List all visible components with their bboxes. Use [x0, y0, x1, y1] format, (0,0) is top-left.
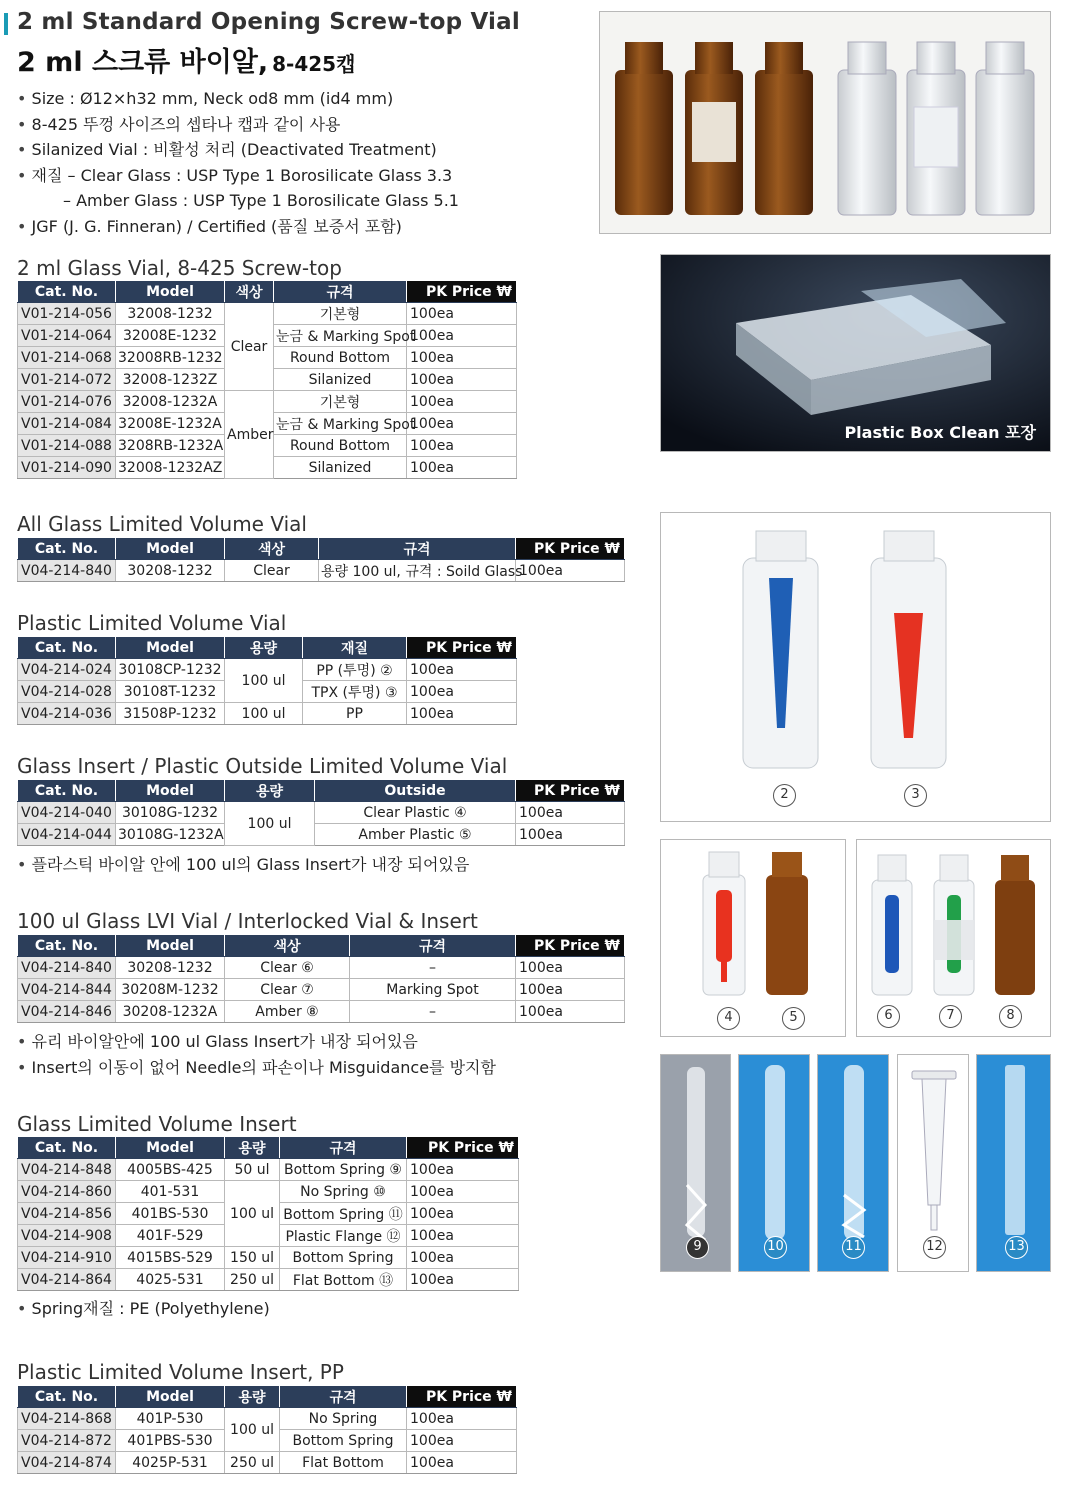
- th-cat: Cat. No.: [18, 281, 116, 303]
- label-6: 6: [877, 1005, 900, 1028]
- clear-vial: [838, 42, 896, 215]
- table-row: [18, 1001, 625, 1023]
- pk: 100ea: [516, 802, 625, 824]
- cat-no: V04-214-864: [18, 1269, 116, 1291]
- outside: Clear Plastic ④: [315, 802, 516, 824]
- pk: 100ea: [407, 1408, 517, 1430]
- cat-no: V04-214-910: [18, 1247, 116, 1269]
- photo-interlocked-vials: [856, 839, 1051, 1037]
- pk: 100ea: [407, 325, 517, 347]
- spec: Plastic Flange ⑫: [280, 1225, 407, 1247]
- pk: 100ea: [516, 560, 625, 582]
- th-price: PK Price ₩: [516, 780, 625, 802]
- pk: 100ea: [407, 435, 517, 457]
- th-price: PK Price ₩: [516, 538, 625, 560]
- th-cat: Cat. No.: [18, 1137, 116, 1159]
- cat-no: V04-214-908: [18, 1225, 116, 1247]
- page-title-ko: [17, 40, 355, 79]
- model: 32008-1232A: [116, 391, 225, 413]
- model: 32008-1232: [116, 303, 225, 325]
- cat-no: V04-214-024: [18, 659, 116, 681]
- th-model: Model: [116, 780, 225, 802]
- pk: 100ea: [516, 957, 625, 979]
- pk: 100ea: [407, 1247, 519, 1269]
- table-row: [18, 1269, 519, 1291]
- th-price: PK Price ₩: [407, 1137, 519, 1159]
- pk: 100ea: [407, 1225, 519, 1247]
- cat-no: V04-214-040: [18, 802, 116, 824]
- cat-no: V01-214-084: [18, 413, 116, 435]
- spec: 용량 100 ul, 규격 : Soild Glass: [319, 560, 516, 582]
- th-volume: 용량: [225, 637, 303, 659]
- th-outside: Outside: [315, 780, 516, 802]
- photo-insert-12: [897, 1054, 969, 1272]
- th-cat: Cat. No.: [18, 935, 116, 957]
- cat-no: V01-214-068: [18, 347, 116, 369]
- th-volume: 용량: [225, 1386, 280, 1408]
- table-row: [18, 1452, 517, 1474]
- spec: Silanized: [274, 457, 407, 479]
- cat-no: V01-214-090: [18, 457, 116, 479]
- th-price: PK Price ₩: [516, 935, 625, 957]
- spec: Bottom Spring: [280, 1430, 407, 1452]
- glass-insert-vials-illustration: [661, 840, 846, 1037]
- pk: 100ea: [516, 979, 625, 1001]
- section-title-lvi: 100 ul Glass LVI Vial / Interlocked Vial & Insert: [17, 909, 478, 933]
- spec: Bottom Spring ⑪: [280, 1203, 407, 1225]
- pk: 100ea: [516, 824, 625, 846]
- model: 32008E-1232: [116, 325, 225, 347]
- cat-no: V04-214-036: [18, 703, 116, 725]
- volume: 100 ul: [225, 703, 303, 725]
- bullet-certified: • JGF (J. G. Finneran) / Certified (품질 보증서 포함): [17, 214, 459, 240]
- th-spec: 규격: [274, 281, 407, 303]
- section-title-glass-vial: 2 ml Glass Vial, 8-425 Screw-top: [17, 256, 342, 280]
- table-row: [18, 703, 517, 725]
- table-all-glass: [17, 537, 625, 582]
- note-plastic-insert: • 플라스틱 바이알 안에 100 ul의 Glass Insert가 내장 되어있음: [17, 852, 469, 875]
- pk: 100ea: [407, 391, 517, 413]
- pk: 100ea: [407, 681, 517, 703]
- th-model: Model: [116, 1386, 225, 1408]
- model: 32008-1232Z: [116, 369, 225, 391]
- volume: 100 ul: [225, 659, 303, 703]
- photo-glass-insert-vials: [660, 839, 846, 1037]
- pk: 100ea: [407, 1203, 519, 1225]
- volume: 50 ul: [225, 1159, 280, 1181]
- table-row: [18, 659, 517, 681]
- table-lvi: [17, 934, 625, 1023]
- cat-no: V01-214-076: [18, 391, 116, 413]
- section-title-plastic-lvv: Plastic Limited Volume Vial: [17, 611, 287, 635]
- volume: 100 ul: [225, 1408, 280, 1452]
- volume: 150 ul: [225, 1247, 280, 1269]
- th-model: Model: [116, 637, 225, 659]
- spec: Bottom Spring: [280, 1247, 407, 1269]
- clear-vial-label: [907, 42, 965, 215]
- amber-vial: [755, 42, 813, 215]
- cat-no: V04-214-840: [18, 560, 116, 582]
- th-color: 색상: [225, 281, 274, 303]
- model: 4025P-531: [116, 1452, 225, 1474]
- color-amber: Amber: [225, 391, 274, 479]
- spec: –: [350, 1001, 516, 1023]
- th-color: 색상: [225, 538, 319, 560]
- outside: Amber Plastic ⑤: [315, 824, 516, 846]
- cat-no: V04-214-840: [18, 957, 116, 979]
- title-ko-main: 2 ml 스크류 바이알,: [17, 47, 269, 78]
- section-title-glass-insert-plastic: Glass Insert / Plastic Outside Limited Volume Vial: [17, 754, 508, 778]
- volume: 250 ul: [225, 1269, 280, 1291]
- table-glass-vial: [17, 280, 517, 479]
- spec: Flat Bottom ⑬: [280, 1269, 407, 1291]
- note-spring-material: • Spring재질 : PE (Polyethylene): [17, 1296, 270, 1319]
- model: 30108T-1232: [116, 681, 225, 703]
- th-model: Model: [116, 538, 225, 560]
- pk: 100ea: [407, 457, 517, 479]
- model: 32008E-1232A: [116, 413, 225, 435]
- color: Clear ⑥: [225, 957, 350, 979]
- bullet-size: • Size : Ø12×h32 mm, Neck od8 mm (id4 mm): [17, 86, 459, 112]
- model: 30208-1232A: [116, 1001, 225, 1023]
- note-lvi-2: • Insert의 이동이 없어 Needle의 파손이나 Misguidance를 방지함: [17, 1055, 496, 1078]
- clear-vial: [976, 42, 1034, 215]
- cat-no: V04-214-868: [18, 1408, 116, 1430]
- th-model: Model: [116, 935, 225, 957]
- spec: Marking Spot: [350, 979, 516, 1001]
- table-header: [18, 1386, 517, 1408]
- spec: 눈금 & Marking Spot: [274, 325, 407, 347]
- table-row: [18, 391, 517, 413]
- th-cat: Cat. No.: [18, 780, 116, 802]
- label-13: 13: [1005, 1236, 1028, 1259]
- section-title-plastic-insert: Plastic Limited Volume Insert, PP: [17, 1360, 344, 1384]
- cat-no: V04-214-848: [18, 1159, 116, 1181]
- th-model: Model: [116, 1137, 225, 1159]
- table-row: [18, 802, 625, 824]
- pk: 100ea: [407, 659, 517, 681]
- table-glass-insert-plastic: [17, 779, 625, 846]
- table-header: [18, 637, 517, 659]
- pk: 100ea: [407, 369, 517, 391]
- pk: 100ea: [407, 347, 517, 369]
- pk: 100ea: [516, 1001, 625, 1023]
- table-row: [18, 824, 625, 846]
- plastic-lvv-illustration: [661, 513, 1051, 822]
- spec: Round Bottom: [274, 347, 407, 369]
- label-5: 5: [782, 1007, 805, 1030]
- model: 32008-1232AZ: [116, 457, 225, 479]
- model: 4005BS-425: [116, 1159, 225, 1181]
- model: 401-531: [116, 1181, 225, 1203]
- label-3: 3: [904, 784, 927, 807]
- table-glass-insert: [17, 1136, 519, 1291]
- color: Amber ⑧: [225, 1001, 350, 1023]
- table-row: [18, 560, 625, 582]
- th-cat: Cat. No.: [18, 637, 116, 659]
- th-spec: 규격: [350, 935, 516, 957]
- vials-illustration: [600, 12, 1051, 234]
- table-header: [18, 780, 625, 802]
- cat-no: V04-214-872: [18, 1430, 116, 1452]
- spec: –: [350, 957, 516, 979]
- model: 30208-1232: [116, 560, 225, 582]
- table-row: [18, 1159, 519, 1181]
- spec: No Spring: [280, 1408, 407, 1430]
- spec: Bottom Spring ⑨: [280, 1159, 407, 1181]
- amber-vial: [615, 42, 673, 215]
- photo-plastic-lvv: [660, 512, 1051, 822]
- photo-insert-13: [976, 1054, 1051, 1272]
- material: TPX (투명) ③: [303, 681, 407, 703]
- model: 31508P-1232: [116, 703, 225, 725]
- table-row: [18, 1408, 517, 1430]
- model: 401P-530: [116, 1408, 225, 1430]
- spec: 기본형: [274, 303, 407, 325]
- title-ko-sub: 8-425캡: [272, 52, 356, 76]
- model: 401PBS-530: [116, 1430, 225, 1452]
- pk: 100ea: [407, 1159, 519, 1181]
- volume: 100 ul: [225, 802, 315, 846]
- label-7: 7: [939, 1005, 962, 1028]
- volume: 250 ul: [225, 1452, 280, 1474]
- th-material: 재질: [303, 637, 407, 659]
- spec: 눈금 & Marking Spot: [274, 413, 407, 435]
- cat-no: V01-214-064: [18, 325, 116, 347]
- th-cat: Cat. No.: [18, 538, 116, 560]
- cat-no: V04-214-844: [18, 979, 116, 1001]
- photo-plastic-box: [660, 254, 1051, 452]
- model: 4025-531: [116, 1269, 225, 1291]
- model: 30208M-1232: [116, 979, 225, 1001]
- model: 401F-529: [116, 1225, 225, 1247]
- th-volume: 용량: [225, 780, 315, 802]
- bullet-silanized: • Silanized Vial : 비활성 처리 (Deactivated Treatment): [17, 137, 459, 163]
- cat-no: V04-214-846: [18, 1001, 116, 1023]
- title-accent-bar: [4, 13, 8, 35]
- th-spec: 규격: [280, 1137, 407, 1159]
- table-row: [18, 957, 625, 979]
- photo-insert-9: [660, 1054, 731, 1272]
- model: 30108G-1232: [116, 802, 225, 824]
- section-title-all-glass: All Glass Limited Volume Vial: [17, 512, 307, 536]
- pk: 100ea: [407, 303, 517, 325]
- cat-no: V01-214-088: [18, 435, 116, 457]
- th-price: PK Price ₩: [407, 281, 517, 303]
- label-11: 11: [842, 1236, 865, 1259]
- th-price: PK Price ₩: [407, 637, 517, 659]
- cat-no: V01-214-072: [18, 369, 116, 391]
- spec: 기본형: [274, 391, 407, 413]
- color: Clear ⑦: [225, 979, 350, 1001]
- table-row: [18, 1181, 519, 1203]
- section-title-glass-insert: Glass Limited Volume Insert: [17, 1112, 297, 1136]
- spec-bullets: [17, 86, 459, 239]
- table-header: [18, 935, 625, 957]
- cat-no: V04-214-874: [18, 1452, 116, 1474]
- note-lvi-1: • 유리 바이알안에 100 ul Glass Insert가 내장 되어있음: [17, 1029, 418, 1052]
- color-clear: Clear: [225, 303, 274, 391]
- model: 30208-1232: [116, 957, 225, 979]
- th-cat: Cat. No.: [18, 1386, 116, 1408]
- material: PP: [303, 703, 407, 725]
- th-spec: 규격: [319, 538, 516, 560]
- label-9: 9: [686, 1236, 709, 1259]
- pk: 100ea: [407, 1452, 517, 1474]
- spec: No Spring ⑩: [280, 1181, 407, 1203]
- th-price: PK Price ₩: [407, 1386, 517, 1408]
- th-volume: 용량: [225, 1137, 280, 1159]
- table-row: [18, 303, 517, 325]
- page-title-en: 2 ml Standard Opening Screw-top Vial: [17, 9, 520, 35]
- color: Clear: [225, 560, 319, 582]
- model: 32008RB-1232: [116, 347, 225, 369]
- cat-no: V04-214-856: [18, 1203, 116, 1225]
- cat-no: V04-214-028: [18, 681, 116, 703]
- th-color: 색상: [225, 935, 350, 957]
- label-8: 8: [999, 1005, 1022, 1028]
- spec: Silanized: [274, 369, 407, 391]
- bullet-material-clear: • 재질 – Clear Glass : USP Type 1 Borosilicate Glass 3.3: [17, 163, 459, 189]
- bullet-cap: • 8-425 뚜껑 사이즈의 셉타나 캡과 같이 사용: [17, 112, 459, 138]
- model: 30108G-1232A: [116, 824, 225, 846]
- cat-no: V04-214-044: [18, 824, 116, 846]
- volume: 100 ul: [225, 1181, 280, 1247]
- th-spec: 규격: [280, 1386, 407, 1408]
- label-10: 10: [764, 1236, 787, 1259]
- material: PP (투명) ②: [303, 659, 407, 681]
- label-12: 12: [923, 1236, 946, 1259]
- label-4: 4: [717, 1007, 740, 1030]
- amber-vial-label: [685, 42, 743, 215]
- pk: 100ea: [407, 703, 517, 725]
- photo-insert-10: [738, 1054, 810, 1272]
- pk: 100ea: [407, 1269, 519, 1291]
- photo-insert-11: [817, 1054, 889, 1272]
- cat-no: V04-214-860: [18, 1181, 116, 1203]
- table-row: [18, 1247, 519, 1269]
- th-model: Model: [116, 281, 225, 303]
- photo-vials: [599, 11, 1051, 234]
- label-2: 2: [773, 784, 796, 807]
- cat-no: V01-214-056: [18, 303, 116, 325]
- model: 401BS-530: [116, 1203, 225, 1225]
- table-row: [18, 979, 625, 1001]
- table-header: [18, 538, 625, 560]
- bullet-material-amber: – Amber Glass : USP Type 1 Borosilicate Glass 5.1: [63, 191, 459, 210]
- table-header: [18, 1137, 519, 1159]
- box-caption: Plastic Box Clean 포장: [844, 423, 1036, 442]
- spec: Round Bottom: [274, 435, 407, 457]
- spec: Flat Bottom: [280, 1452, 407, 1474]
- table-header: [18, 281, 517, 303]
- pk: 100ea: [407, 1181, 519, 1203]
- model: 3208RB-1232A: [116, 435, 225, 457]
- model: 4015BS-529: [116, 1247, 225, 1269]
- model: 30108CP-1232: [116, 659, 225, 681]
- table-plastic-lvv: [17, 636, 517, 725]
- table-plastic-insert: [17, 1385, 517, 1474]
- pk: 100ea: [407, 1430, 517, 1452]
- pk: 100ea: [407, 413, 517, 435]
